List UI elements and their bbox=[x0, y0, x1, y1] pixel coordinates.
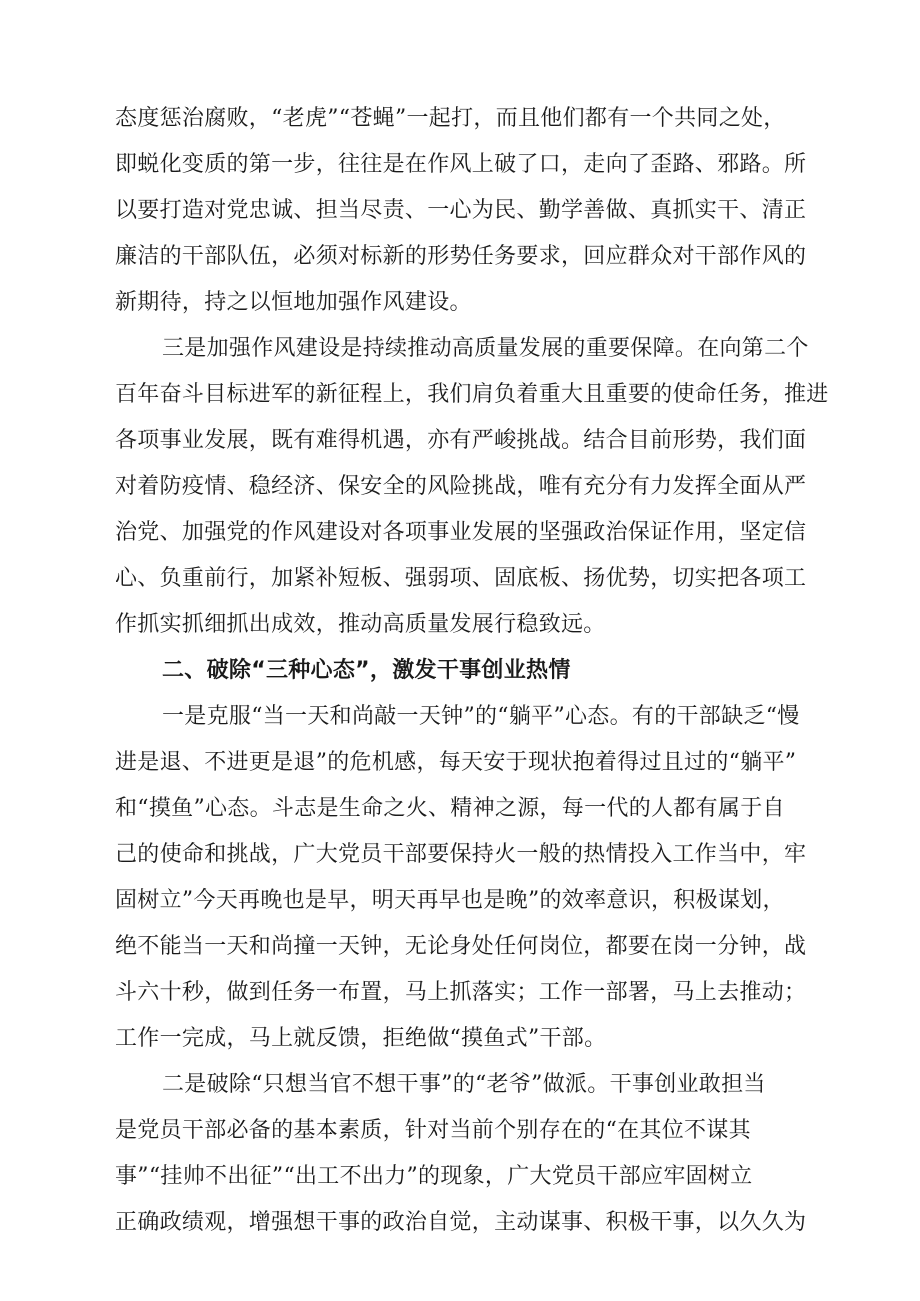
body-text-line: 斗六十秒，做到任务一布置，马上抓落实；工作一部署，马上去推动； bbox=[115, 980, 807, 1005]
body-text-line: 廉洁的干部队伍，必须对标新的形势任务要求，回应群众对干部作风的 bbox=[115, 244, 807, 269]
body-text-line: 作抓实抓细抓出成效，推动高质量发展行稳致远。 bbox=[115, 612, 606, 637]
paragraph-first-line: 一是克服“当一天和尚敲一天钟”的“躺平”心态。有的干部缺乏“慢 bbox=[162, 704, 800, 729]
body-text-line: 态度惩治腐败，“老虎”“苍蝇”一起打，而且他们都有一个共同之处， bbox=[115, 106, 786, 131]
body-text-line: 新期待，持之以恒地加强作风建设。 bbox=[115, 290, 472, 315]
section-heading: 二、破除“三种心态”，激发干事创业热情 bbox=[162, 658, 571, 683]
body-text-line: 治党、加强党的作风建设对各项事业发展的坚强政治保证作用，坚定信 bbox=[115, 520, 807, 545]
paragraph-first-line: 二是破除“只想当官不想干事”的“老爷”做派。干事创业敢担当 bbox=[162, 1072, 766, 1097]
body-text-line: 心、负重前行，加紧补短板、强弱项、固底板、扬优势，切实把各项工 bbox=[115, 566, 807, 591]
body-text-line: 绝不能当一天和尚撞一天钟，无论身处任何岗位，都要在岗一分钟，战 bbox=[115, 934, 807, 959]
body-text-line: 固树立”今天再晚也是早，明天再早也是晚”的效率意识，积极谋划， bbox=[115, 888, 785, 913]
body-text-line: 工作一完成，马上就反馈，拒绝做“摸鱼式”干部。 bbox=[115, 1026, 607, 1051]
body-text-line: 百年奋斗目标进军的新征程上，我们肩负着重大且重要的使命任务，推进 bbox=[115, 382, 829, 407]
body-text-line: 正确政绩观，增强想干事的政治自觉，主动谋事、积极干事，以久久为 bbox=[115, 1210, 807, 1235]
body-text-line: 己的使命和挑战，广大党员干部要保持火一般的热情投入工作当中，牢 bbox=[115, 842, 807, 867]
body-text-line: 是党员干部必备的基本素质，针对当前个别存在的“在其位不谋其 bbox=[115, 1118, 751, 1143]
body-text-line: 事”“挂帅不出征”“出工不出力”的现象，广大党员干部应牢固树立 bbox=[115, 1164, 753, 1189]
body-text-line: 对着防疫情、稳经济、保安全的风险挑战，唯有充分有力发挥全面从严 bbox=[115, 474, 807, 499]
body-text-line: 进是退、不进更是退”的危机感，每天安于现状抱着得过且过的“躺平” bbox=[115, 750, 797, 775]
body-text-line: 和“摸鱼”心态。斗志是生命之火、精神之源，每一代的人都有属于自 bbox=[115, 796, 785, 821]
paragraph-first-line: 三是加强作风建设是持续推动高质量发展的重要保障。在向第二个 bbox=[162, 336, 809, 361]
body-text-line: 即蜕化变质的第一步，往往是在作风上破了口，走向了歪路、邪路。所 bbox=[115, 152, 807, 177]
body-text-line: 以要打造对党忠诚、担当尽责、一心为民、勤学善做、真抓实干、清正 bbox=[115, 198, 807, 223]
body-text-line: 各项事业发展，既有难得机遇，亦有严峻挑战。结合目前形势，我们面 bbox=[115, 428, 807, 453]
